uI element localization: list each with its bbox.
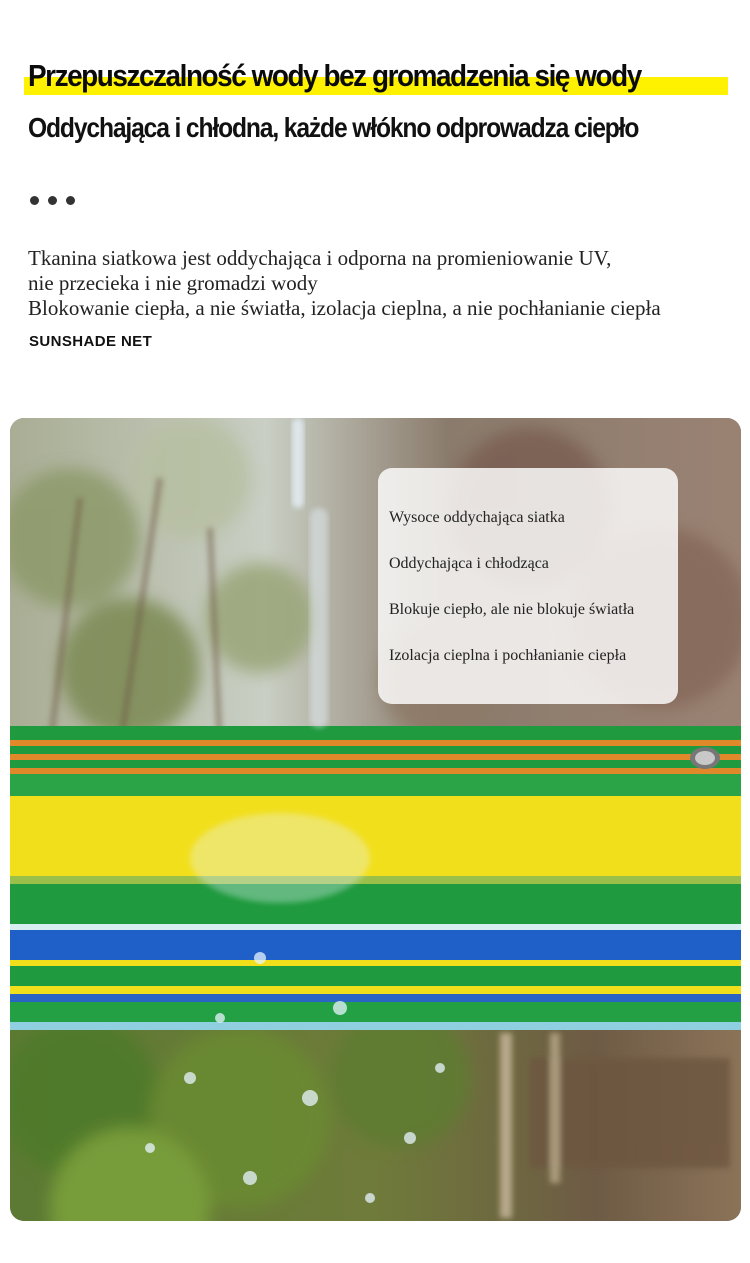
grommet xyxy=(690,747,720,769)
features-card xyxy=(378,468,678,704)
brand-label: SUNSHADE NET xyxy=(29,333,153,350)
feature-item: Blokuje ciepło, ale nie blokuje światła xyxy=(389,601,635,618)
ellipsis-dots xyxy=(30,196,75,205)
dot xyxy=(30,196,39,205)
feature-item: Oddychająca i chłodząca xyxy=(389,555,549,572)
headline: Przepuszczalność wody bez gromadzenia się wody xyxy=(28,58,641,93)
dot xyxy=(48,196,57,205)
description-line: nie przecieka i nie gromadzi wody xyxy=(28,271,318,295)
product-photo xyxy=(10,418,741,1221)
dot xyxy=(66,196,75,205)
feature-item: Wysoce oddychająca siatka xyxy=(389,509,565,526)
headline-block xyxy=(28,58,728,102)
net-stripes xyxy=(10,726,741,1030)
description xyxy=(28,246,728,321)
description-line: Blokowanie ciepła, a nie światła, izolacja cieplna, a nie pochłanianie ciepła xyxy=(28,296,661,320)
description-line: Tkanina siatkowa jest oddychająca i odporna na promieniowanie UV, xyxy=(28,246,612,270)
features-list xyxy=(389,508,678,692)
subheadline: Oddychająca i chłodna, każde włókno odprowadza ciepło xyxy=(28,112,639,143)
feature-item: Izolacja cieplna i pochłanianie ciepła xyxy=(389,647,627,664)
